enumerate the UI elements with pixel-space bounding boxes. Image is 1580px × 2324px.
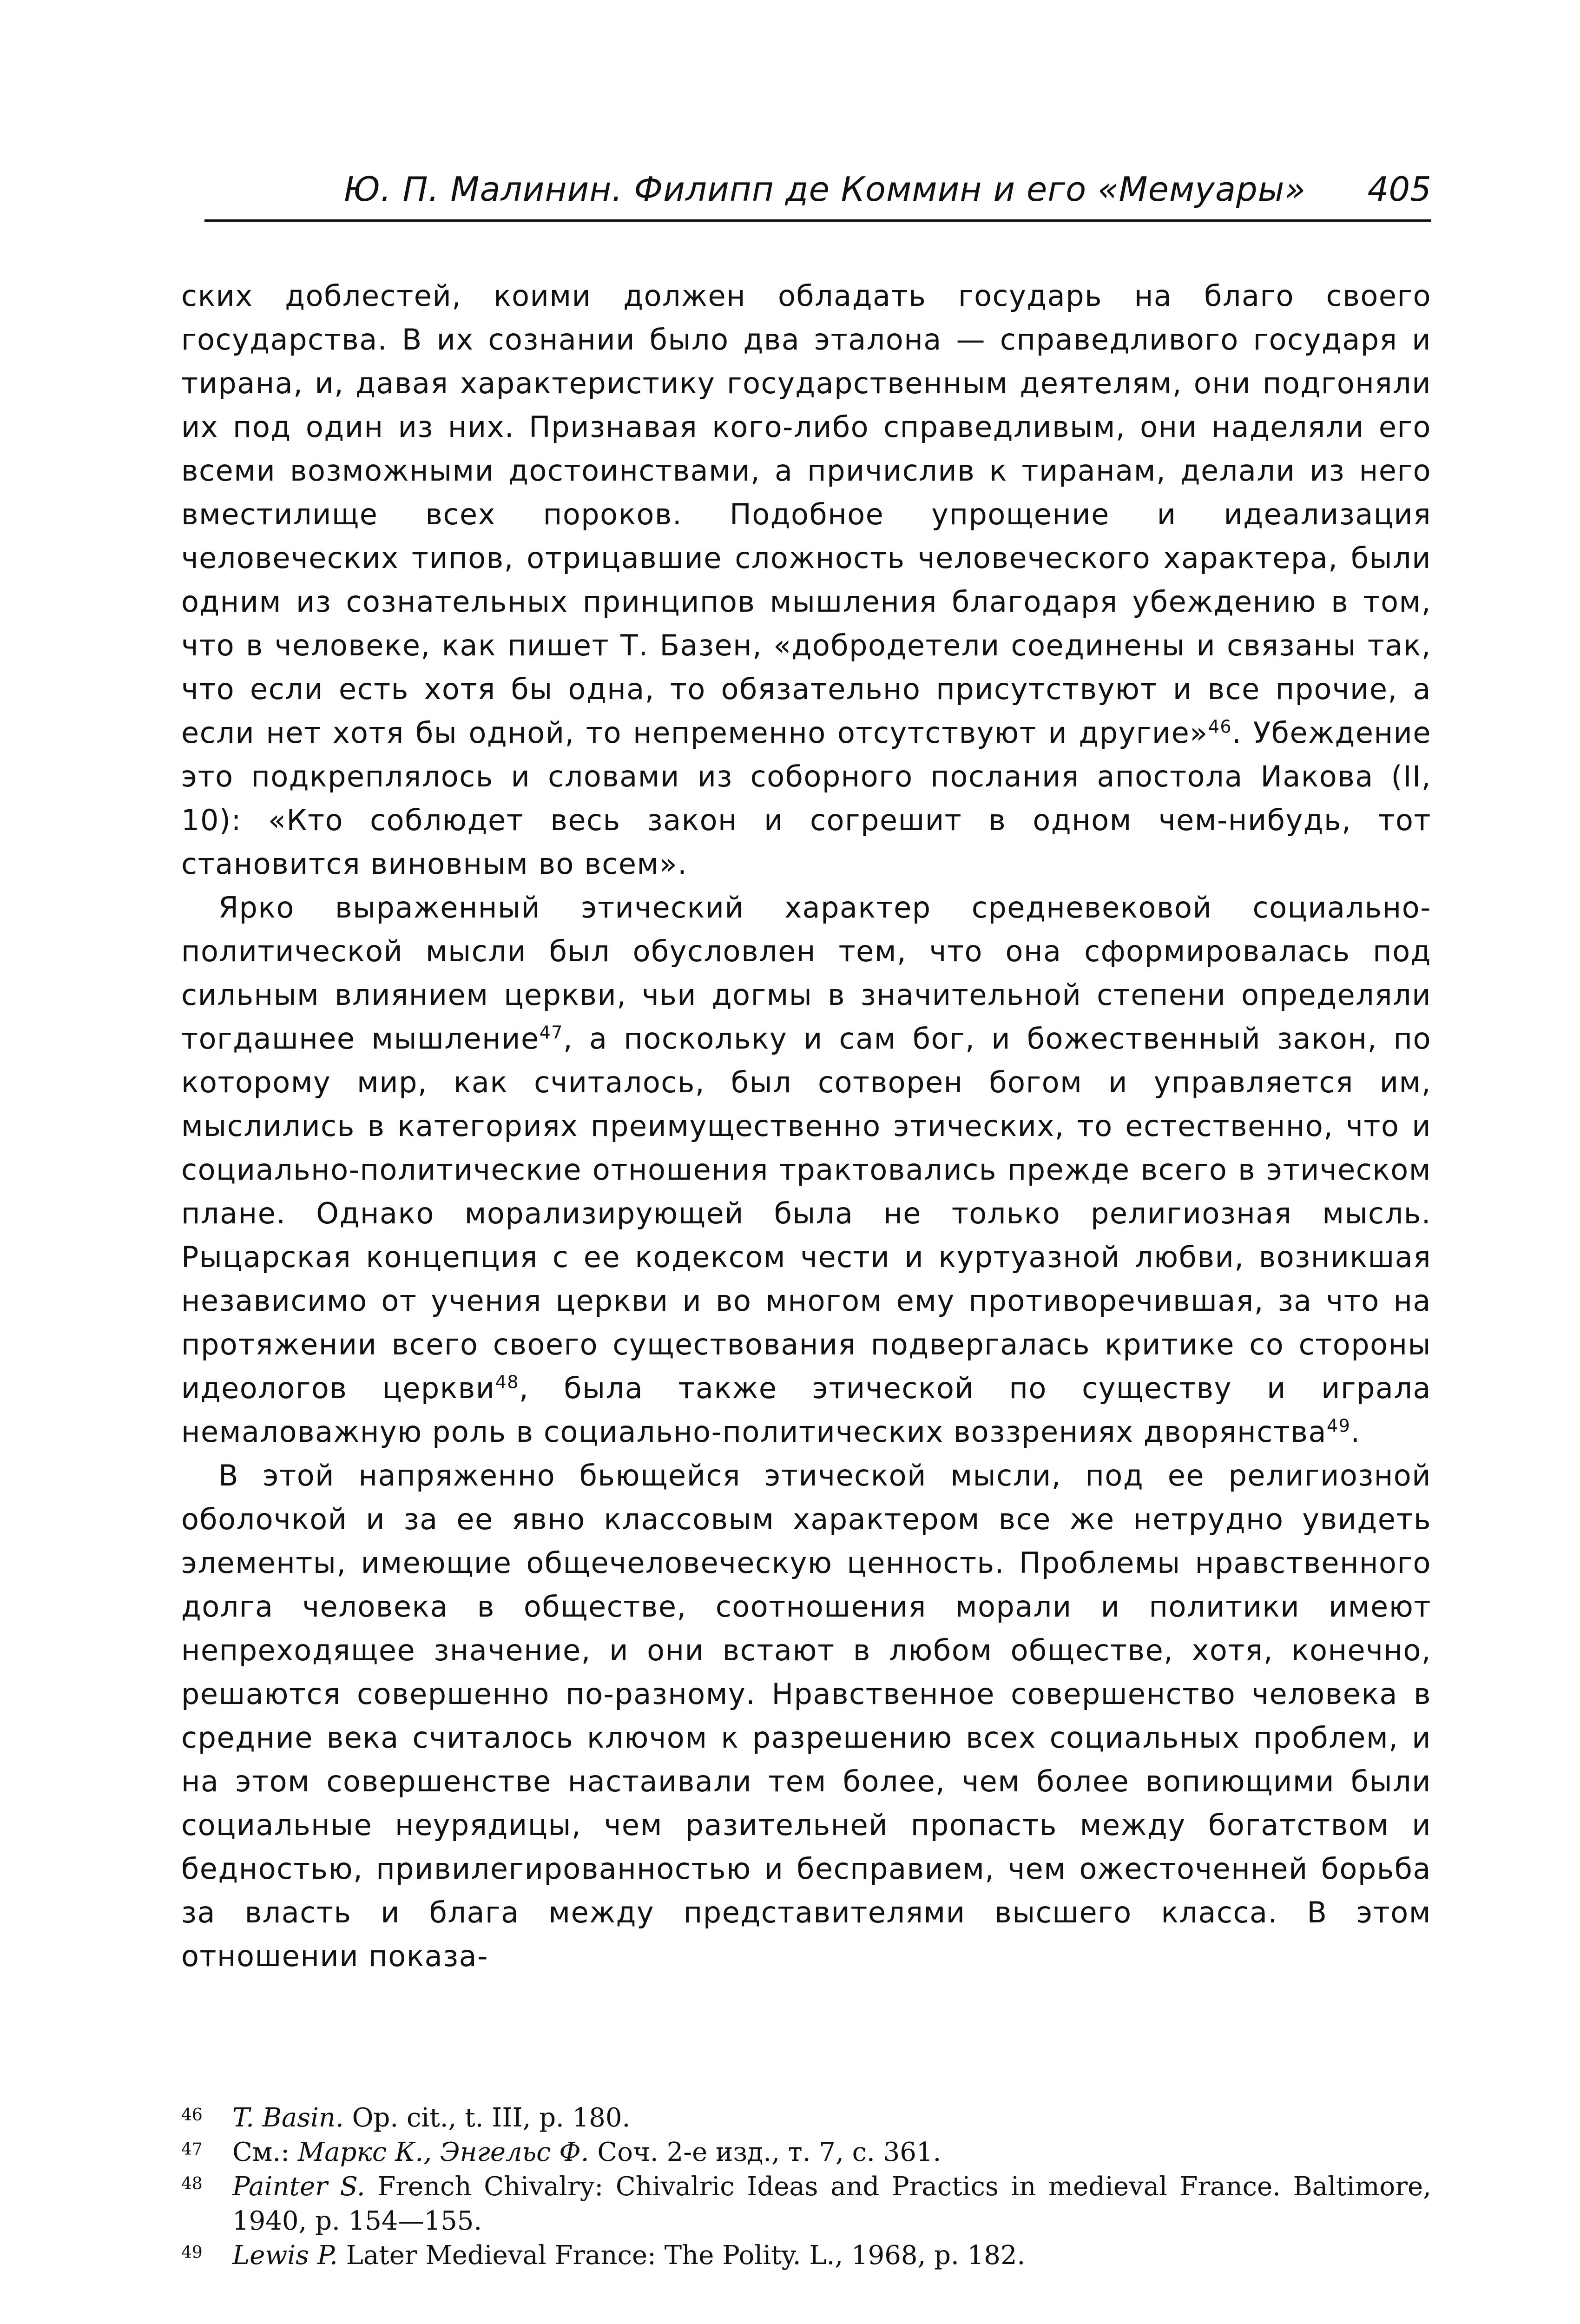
paragraph-2 (181, 886, 1431, 1454)
footnote-ref-49: 49 (1326, 1415, 1351, 1436)
paragraph-2-part-d: . (1350, 1415, 1361, 1449)
paragraph-2-part-a: Ярко выраженный этический характер средневековой социально-политической мысли был обусловлен тем, что она сформировалась под сильным влиянием церкви, чьи догмы в значительной степени определяли тогдашнее мышление (181, 891, 1431, 1056)
footnote-ref-46: 46 (1208, 716, 1232, 737)
footnote-text: Соч. 2-е изд., т. 7, с. 361. (589, 2137, 941, 2167)
footnote-ref-48: 48 (495, 1372, 519, 1393)
footnote-number: 46 (181, 2106, 203, 2125)
footnote-author: Маркс К., Энгельс Ф. (297, 2137, 589, 2167)
paragraph-3: В этой напряженно бьющейся этической мысли, под ее религиозной оболочкой и за ее явно классовым характером все же нетрудно увидеть элементы, имеющие общечеловеческую ценность. Проблемы нравственного долга человека в обществе, соотношения морали и политики имеют непреходящее значение, и они встают в любом обществе, хотя, конечно, решаются совершенно по-разному. Нравственное совершенство человека в средние века считалось ключом к разрешению всех социальных проблем, и на этом совершенстве настаивали тем более, чем более вопиющими были социальные неурядицы, чем разительней пропасть между богатством и бедностью, привилегированностью и бесправием, чем ожесточенней борьба за власть и блага между представителями высшего класса. В этом отношении показа- (181, 1459, 1431, 1973)
paragraph-1 (181, 274, 1431, 886)
footnote-47 (181, 2135, 1431, 2170)
footnote-author: Painter S. (232, 2172, 365, 2202)
footnote-ref-47: 47 (539, 1022, 563, 1043)
footnote-number: 47 (181, 2140, 203, 2159)
footnote-number: 48 (181, 2174, 203, 2193)
running-title: Ю. П. Малинин. Филипп де Коммин и его «Мемуары» (344, 170, 1306, 209)
page-number: 405 (1367, 170, 1431, 209)
page-header (204, 160, 1431, 225)
footnote-text: Op. cit., t. III, p. 180. (343, 2103, 631, 2133)
footnote-author-prefix: См.: (232, 2137, 298, 2167)
body-text (181, 274, 1431, 1978)
footnote-author: T. Basin. (232, 2103, 344, 2133)
paragraph-2-part-c: , была также этической по существу и играла немаловажную роль в социально-политических воззрениях дворянства (181, 1371, 1431, 1449)
paragraph-1-part-b: . Убеждение это подкреплялось и словами из соборного послания апостола Иакова (II, 10): «Кто соблюдет весь закон и согрешит в одном чем-нибудь, тот становится виновным во всем». (181, 716, 1431, 881)
header-rule (204, 219, 1431, 222)
footnote-number: 49 (181, 2243, 203, 2262)
paragraph-1-part-a: ских доблестей, коими должен обладать государь на благо своего государства. В их сознании было два эталона — справедливого государя и тирана, и, давая характеристику государственным деятелям, они подгоняли их под один из них. Признавая кого-либо справедливым, они наделяли его всеми возможными достоинствами, а причислив к тиранам, делали из него вместилище всех пороков. Подобное упрощение и идеализация человеческих типов, отрицавшие сложность человеческого характера, были одним из сознательных принципов мышления благодаря убеждению в том, что в человеке, как пишет Т. Базен, «добродетели соединены и связаны так, что если есть хотя бы одна, то обязательно присутствуют и все прочие, а если нет хотя бы одной, то непременно отсутствуют и другие» (181, 279, 1431, 750)
footnote-46 (181, 2101, 1431, 2135)
footnote-48 (181, 2170, 1431, 2238)
footnotes (181, 2101, 1431, 2273)
footnote-49 (181, 2238, 1431, 2273)
footnote-author: Lewis P. (232, 2240, 338, 2271)
paragraph-2-part-b: , а поскольку и сам бог, и божественный закон, по которому мир, как считалось, был сотворен богом и управляется им, мыслились в категориях преимущественно этических, то естественно, что и социально-политические отношения трактовались прежде всего в этическом плане. Однако морализирующей была не только религиозная мысль. Рыцарская концепция с ее кодексом чести и куртуазной любви, возникшая независимо от учения церкви и во многом ему противоречившая, за что на протяжении всего своего существования подвергалась критике со стороны идеологов церкви (181, 1022, 1431, 1405)
footnote-text: French Chivalry: Chivalric Ideas and Practics in medieval France. Baltimore, 1940, p. 154—155. (232, 2172, 1431, 2236)
footnote-text: Later Medieval France: The Polity. L., 1968, p. 182. (337, 2240, 1026, 2271)
